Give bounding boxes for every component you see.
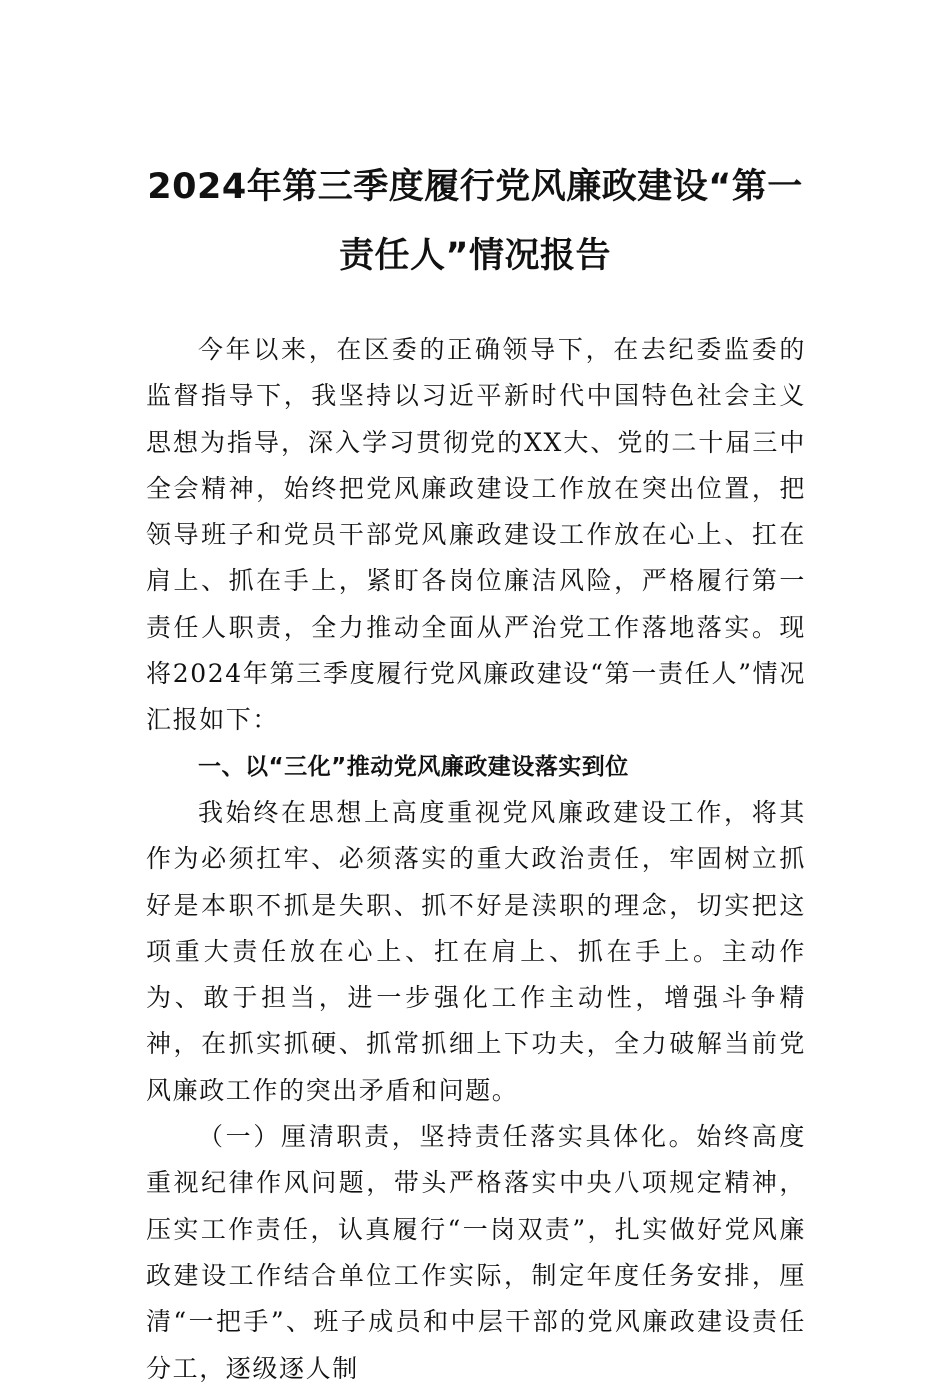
section-heading-1: 一、以“三化”推动党风廉政建设落实到位 [198, 753, 629, 780]
document-body [146, 327, 806, 1392]
document-title-line-1: 2024年第三季度履行党风廉政建设“第一 [147, 167, 803, 207]
intro-paragraph: 今年以来，在区委的正确领导下，在去纪委监委的监督指导下，我坚持以习近平新时代中国特色社会主义思想为指导，深入学习贯彻党的XX大、党的二十届三中全会精神，始终把党风廉政建设工作放在突出位置，把领导班子和党员干部党风廉政建设工作放在心上、扛在肩上、抓在手上，紧盯各岗位廉洁风险，严格履行第一责任人职责，全力推动全面从严治党工作落地落实。现将2024年第三季度履行党风廉政建设“第一责任人”情况汇报如下： [146, 335, 806, 735]
section-1-paragraph: 我始终在思想上高度重视党风廉政建设工作，将其作为必须扛牢、必须落实的重大政治责任，牢固树立抓好是本职不抓是失职、抓不好是渎职的理念，切实把这项重大责任放在心上、扛在肩上、抓在手上。主动作为、敢于担当，进一步强化工作主动性，增强斗争精神，在抓实抓硬、抓常抓细上下功夫，全力破解当前党风廉政工作的突出矛盾和问题。 [146, 797, 806, 1105]
document-title-line-2: 责任人”情况报告 [338, 236, 611, 276]
subsection-1-paragraph: （一）厘清职责，坚持责任落实具体化。始终高度重视纪律作风问题，带头严格落实中央八项规定精神，压实工作责任，认真履行“一岗双责”，扎实做好党风廉政建设工作结合单位工作实际，制定年度任务安排，厘清“一把手”、班子成员和中层干部的党风廉政建设责任分工，逐级逐人制 [146, 1122, 806, 1383]
